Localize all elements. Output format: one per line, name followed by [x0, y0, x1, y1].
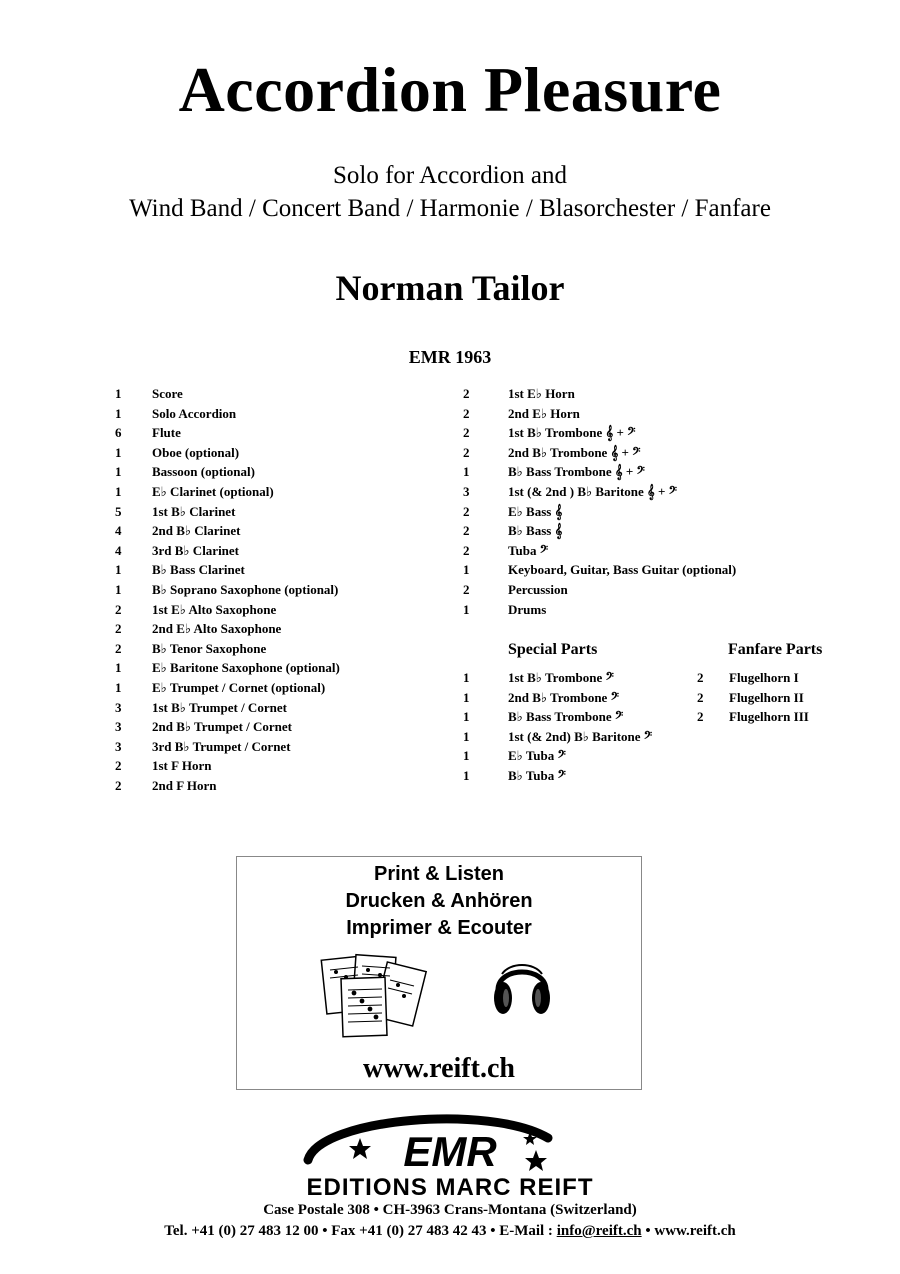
part-name: 1st (& 2nd ) B♭ Baritone 𝄞 + 𝄢	[508, 484, 677, 499]
part-name: 1st F Horn	[152, 758, 212, 774]
part-name: Flute	[152, 425, 181, 441]
part-name: Percussion	[508, 582, 568, 597]
part-quantity: 2	[463, 523, 470, 539]
part-name: 2nd B♭ Trombone 𝄞 + 𝄢	[508, 444, 641, 460]
part-name: 2nd F Horn	[152, 778, 217, 793]
part-quantity: 1	[115, 582, 122, 597]
part-quantity: 2	[463, 582, 470, 597]
part-name: B♭ Soprano Saxophone (optional)	[152, 582, 339, 597]
part-quantity: 2	[115, 758, 122, 774]
part-name: Flugelhorn II	[729, 689, 804, 705]
part-name: Score	[152, 386, 183, 401]
part-quantity: 1	[115, 660, 122, 676]
part-quantity: 2	[115, 640, 122, 656]
promo-line-1: Print & Listen	[373, 863, 504, 885]
part-quantity: 2	[115, 778, 122, 793]
part-name: 2nd B♭ Trombone 𝄢	[508, 689, 619, 705]
part-name: 2nd B♭ Trumpet / Cornet	[152, 719, 292, 735]
part-quantity: 2	[697, 689, 704, 705]
part-quantity: 1	[115, 562, 122, 578]
part-quantity: 1	[463, 709, 470, 725]
part-name: Flugelhorn III	[729, 709, 809, 725]
part-quantity: 3	[115, 738, 122, 754]
part-quantity: 2	[697, 670, 704, 685]
part-quantity: 3	[463, 484, 470, 499]
part-name: E♭ Trumpet / Cornet (optional)	[152, 680, 326, 695]
part-quantity: 1	[463, 768, 470, 783]
publisher-address: Case Postale 308 • CH-3963 Crans-Montana (Switzerland)	[263, 1202, 637, 1218]
part-quantity: 2	[463, 425, 470, 441]
part-quantity: 3	[115, 699, 122, 715]
catalog-number: EMR 1963	[408, 347, 492, 367]
part-name: E♭ Tuba 𝄢	[508, 748, 566, 764]
composer-name: Norman Tailor	[335, 268, 565, 308]
part-name: 2nd E♭ Horn	[508, 405, 580, 421]
part-name: Oboe (optional)	[152, 444, 240, 460]
part-name: Drums	[508, 601, 547, 617]
part-quantity: 1	[463, 748, 470, 764]
parts-list-left	[115, 384, 455, 804]
part-quantity: 2	[463, 386, 470, 401]
part-name: 1st B♭ Clarinet	[152, 503, 236, 519]
part-quantity: 1	[463, 464, 470, 480]
contact-website: • www.reift.ch	[641, 1223, 736, 1239]
fanfare-parts-heading: Fanfare Parts	[728, 641, 823, 658]
part-name: 3rd B♭ Trumpet / Cornet	[152, 738, 291, 754]
part-name: B♭ Tenor Saxophone	[152, 640, 267, 656]
part-quantity: 1	[463, 670, 470, 685]
part-quantity: 1	[115, 405, 122, 421]
headphones-icon	[490, 952, 554, 1018]
part-quantity: 2	[115, 621, 122, 637]
part-name: 1st B♭ Trombone 𝄢	[508, 670, 614, 685]
part-quantity: 2	[115, 601, 122, 617]
part-name: B♭ Tuba 𝄢	[508, 768, 566, 783]
part-quantity: 6	[115, 425, 122, 441]
emr-logo-text: EMR	[403, 1128, 497, 1172]
page-title: Accordion Pleasure	[178, 54, 722, 125]
publisher-name: EDITIONS MARC REIFT	[306, 1174, 594, 1201]
contact-phone-fax: Tel. +41 (0) 27 483 12 00 • Fax +41 (0) 27 483 42 43 • E-Mail :	[164, 1223, 557, 1239]
part-quantity: 2	[463, 503, 470, 519]
part-quantity: 4	[115, 542, 122, 558]
part-quantity: 1	[115, 386, 122, 401]
part-quantity: 1	[115, 680, 122, 695]
part-name: Tuba 𝄢	[508, 542, 549, 558]
special-parts-list	[463, 668, 703, 788]
part-name: 1st (& 2nd) B♭ Baritone 𝄢	[508, 728, 653, 744]
part-name: E♭ Clarinet (optional)	[152, 484, 274, 499]
part-quantity: 2	[463, 542, 470, 558]
part-name: B♭ Bass Trombone 𝄢	[508, 709, 624, 725]
emr-logo	[300, 1110, 560, 1172]
part-quantity: 1	[463, 689, 470, 705]
part-name: B♭ Bass Clarinet	[152, 562, 245, 578]
promo-url[interactable]: www.reift.ch	[363, 1053, 515, 1084]
part-quantity: 3	[115, 719, 122, 735]
part-name: Flugelhorn I	[729, 670, 799, 685]
part-quantity: 1	[115, 484, 122, 499]
part-quantity: 4	[115, 523, 122, 539]
promo-line-2: Drucken & Anhören	[345, 890, 533, 912]
part-quantity: 2	[697, 709, 704, 725]
part-name: 2nd E♭ Alto Saxophone	[152, 621, 282, 637]
parts-list-right	[463, 384, 843, 624]
part-name: B♭ Bass Trombone 𝄞 + 𝄢	[508, 464, 645, 480]
part-quantity: 2	[463, 405, 470, 421]
email-link[interactable]: info@reift.ch	[556, 1223, 642, 1239]
part-quantity: 1	[115, 464, 122, 480]
part-name: Solo Accordion	[152, 405, 237, 421]
part-name: 2nd B♭ Clarinet	[152, 523, 241, 539]
promo-line-3: Imprimer & Ecouter	[346, 917, 532, 939]
part-name: 1st B♭ Trumpet / Cornet	[152, 699, 287, 715]
part-quantity: 2	[463, 444, 470, 460]
part-quantity: 5	[115, 503, 122, 519]
part-name: 1st E♭ Horn	[508, 386, 575, 401]
part-name: E♭ Bass 𝄞	[508, 503, 563, 519]
part-quantity: 1	[463, 601, 470, 617]
part-name: 1st B♭ Trombone 𝄞 + 𝄢	[508, 425, 636, 441]
part-quantity: 1	[115, 444, 122, 460]
fanfare-parts-list	[697, 668, 857, 728]
part-name: 1st E♭ Alto Saxophone	[152, 601, 277, 617]
part-name: B♭ Bass 𝄞	[508, 523, 563, 539]
part-name: E♭ Baritone Saxophone (optional)	[152, 660, 340, 676]
special-parts-heading: Special Parts	[508, 641, 598, 658]
subtitle-line-2: Wind Band / Concert Band / Harmonie / Blasorchester / Fanfare	[129, 195, 771, 222]
publisher-contact	[0, 1220, 900, 1242]
part-name: Keyboard, Guitar, Bass Guitar (optional)	[508, 562, 737, 578]
subtitle-line-1: Solo for Accordion and	[333, 162, 567, 189]
sheet-music-icon	[320, 952, 432, 1040]
part-quantity: 1	[463, 728, 470, 744]
part-quantity: 1	[463, 562, 470, 578]
part-name: 3rd B♭ Clarinet	[152, 542, 240, 558]
part-name: Bassoon (optional)	[152, 464, 255, 480]
